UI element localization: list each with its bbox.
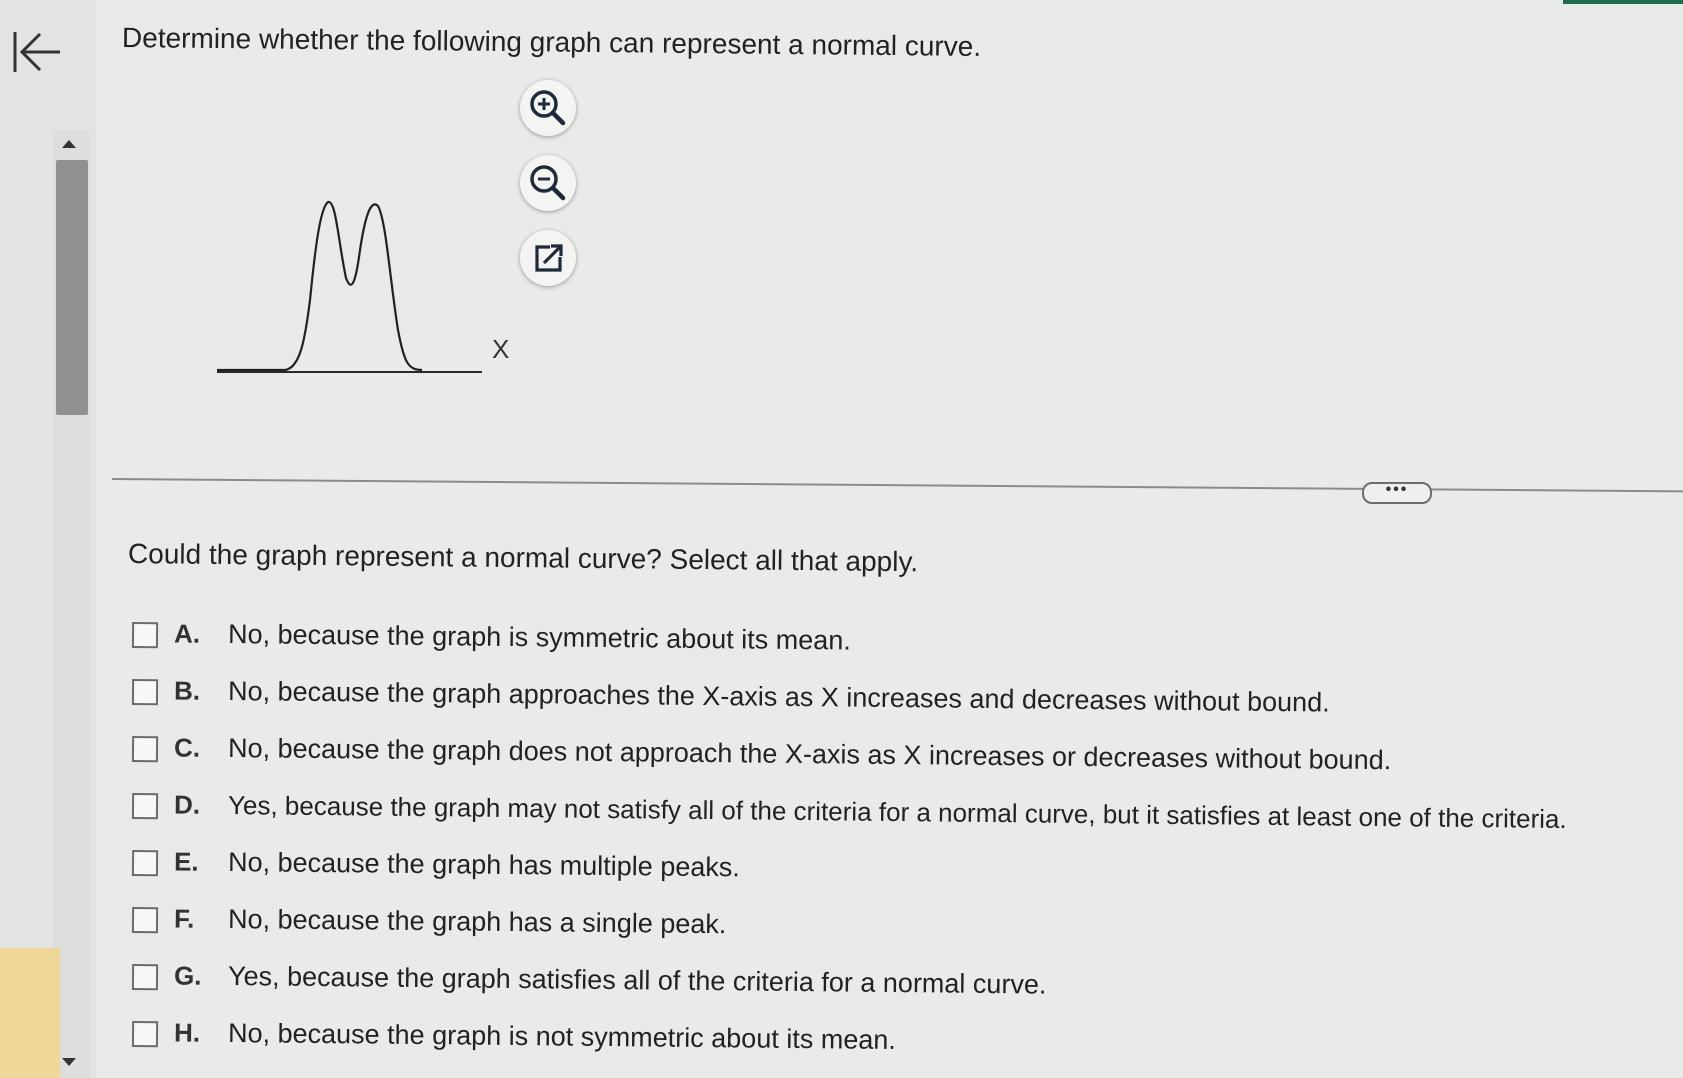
option-letter: H. — [173, 1017, 201, 1048]
scrollbar-thumb[interactable] — [56, 160, 88, 415]
more-options-button[interactable]: ••• — [1362, 482, 1432, 504]
question-text: Determine whether the following graph can represent a normal curve. — [121, 22, 982, 62]
option-text: No, because the graph has multiple peaks. — [227, 847, 741, 883]
prompt-text: Could the graph represent a normal curve? Select all that apply. — [127, 538, 919, 578]
checkbox[interactable] — [132, 964, 158, 990]
option-text: Yes, because the graph satisfies all of the criteria for a normal curve. — [227, 961, 1047, 1000]
x-axis-label: X — [492, 334, 510, 364]
back-arrow-icon — [8, 26, 66, 80]
checkbox[interactable] — [132, 622, 158, 648]
scroll-down-icon[interactable] — [62, 1058, 76, 1066]
checkbox[interactable] — [132, 1021, 158, 1047]
option-text: No, because the graph is not symmetric about its mean. — [227, 1018, 896, 1055]
zoom-out-button[interactable] — [520, 155, 576, 211]
open-external-icon — [520, 230, 576, 286]
checkbox[interactable] — [132, 736, 158, 762]
density-curve — [217, 202, 422, 370]
open-in-new-window-button[interactable] — [520, 230, 576, 286]
bimodal-graph — [210, 190, 520, 390]
option-letter: E. — [173, 846, 199, 877]
option-letter: B. — [173, 675, 201, 706]
option-letter: F. — [173, 903, 195, 934]
checkbox[interactable] — [132, 679, 158, 705]
sidebar-highlight — [0, 948, 60, 1078]
back-to-start-button[interactable] — [8, 26, 66, 80]
scroll-up-icon[interactable] — [62, 140, 76, 148]
option-letter: G. — [173, 960, 202, 991]
option-text: No, because the graph does not approach the X-axis as X increases or decreases without bound. — [227, 733, 1392, 776]
section-divider — [112, 478, 1683, 492]
option-letter: D. — [173, 789, 201, 820]
checkbox[interactable] — [132, 907, 158, 933]
option-letter: A. — [173, 618, 201, 649]
zoom-in-icon — [520, 80, 576, 136]
option-text: No, because the graph is symmetric about its mean. — [227, 619, 851, 656]
option-text: No, because the graph has a single peak. — [227, 904, 727, 940]
option-letter: C. — [173, 732, 201, 763]
option-text: No, because the graph approaches the X-axis as X increases and decreases without bound. — [227, 676, 1330, 718]
zoom-out-icon — [520, 155, 576, 211]
zoom-in-button[interactable] — [520, 80, 576, 136]
option-text: Yes, because the graph may not satisfy all of the criteria for a normal curve, but it satisfies at least one of the criteria. — [227, 790, 1567, 835]
top-accent-bar — [1563, 0, 1683, 4]
checkbox[interactable] — [132, 850, 158, 876]
checkbox[interactable] — [132, 793, 158, 819]
